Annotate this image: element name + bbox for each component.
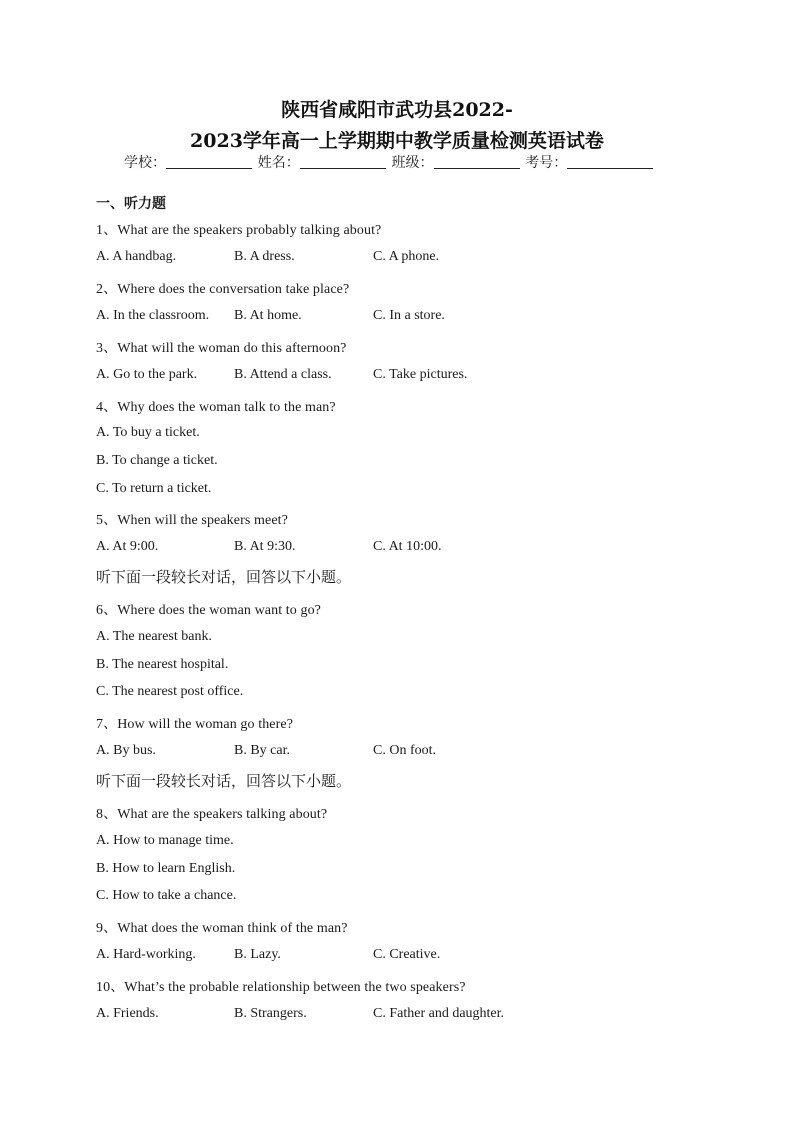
q9-option-b: B. Lazy. [234, 947, 281, 962]
question-10: 10、What’s the probable relationship between the two speakers? [96, 980, 466, 995]
q10-option-b: B. Strangers. [234, 1006, 307, 1021]
question-7: 7、How will the woman go there? [96, 717, 294, 732]
question-3: 3、What will the woman do this afternoon? [96, 341, 347, 356]
q5-option-c: C. At 10:00. [373, 539, 442, 554]
instruction-1: 听下面一段较长对话，回答以下小题。 [96, 568, 352, 586]
q7-option-a: A. By bus. [96, 743, 156, 758]
q4-option-a: A. To buy a ticket. [96, 425, 200, 440]
q9-option-a: A. Hard-working. [96, 947, 196, 962]
school-field[interactable] [166, 154, 252, 169]
exam-number-label: 考号： [525, 155, 568, 171]
question-1: 1、What are the speakers probably talking about? [96, 223, 382, 238]
q9-option-c: C. Creative. [373, 947, 441, 962]
q10-option-a: A. Friends. [96, 1006, 159, 1021]
question-9: 9、What does the woman think of the man? [96, 921, 348, 936]
section-title: 一、听力题 [96, 196, 166, 212]
question-5: 5、When will the speakers meet? [96, 513, 288, 528]
q3-option-b: B. Attend a class. [234, 367, 332, 382]
q1-option-b: B. A dress. [234, 249, 295, 264]
student-info-row [124, 152, 655, 172]
question-6: 6、Where does the woman want to go? [96, 603, 322, 618]
q6-option-b: B. The nearest hospital. [96, 657, 229, 672]
q3-option-c: C. Take pictures. [373, 367, 468, 382]
q6-option-c: C. The nearest post office. [96, 684, 244, 699]
name-label: 姓名： [257, 155, 300, 171]
q2-option-a: A. In the classroom. [96, 308, 210, 323]
q4-option-c: C. To return a ticket. [96, 481, 212, 496]
question-2: 2、Where does the conversation take place? [96, 282, 350, 297]
q8-option-c: C. How to take a chance. [96, 888, 237, 903]
school-label: 学校： [124, 155, 166, 171]
q3-option-a: A. Go to the park. [96, 367, 198, 382]
q2-option-c: C. In a store. [373, 308, 445, 323]
question-8: 8、What are the speakers talking about? [96, 807, 328, 822]
q5-option-b: B. At 9:30. [234, 539, 296, 554]
q6-option-a: A. The nearest bank. [96, 629, 212, 644]
q1-option-c: C. A phone. [373, 249, 440, 264]
q1-option-a: A. A handbag. [96, 249, 177, 264]
class-field[interactable] [434, 154, 520, 169]
question-4: 4、Why does the woman talk to the man? [96, 400, 336, 415]
q7-option-b: B. By car. [234, 743, 290, 758]
q5-option-a: A. At 9:00. [96, 539, 159, 554]
q8-option-a: A. How to manage time. [96, 833, 234, 848]
exam-title-line1: 陕西省咸阳市武功县2022- [281, 99, 513, 121]
class-label: 班级： [391, 155, 434, 171]
instruction-2: 听下面一段较长对话，回答以下小题。 [96, 772, 352, 790]
q7-option-c: C. On foot. [373, 743, 436, 758]
q10-option-c: C. Father and daughter. [373, 1006, 505, 1021]
name-field[interactable] [300, 154, 386, 169]
q4-option-b: B. To change a ticket. [96, 453, 218, 468]
exam-number-field[interactable] [567, 154, 653, 169]
q8-option-b: B. How to learn English. [96, 861, 236, 876]
q2-option-b: B. At home. [234, 308, 302, 323]
exam-title-line2: 2023学年高一上学期期中教学质量检测英语试卷 [190, 130, 604, 152]
